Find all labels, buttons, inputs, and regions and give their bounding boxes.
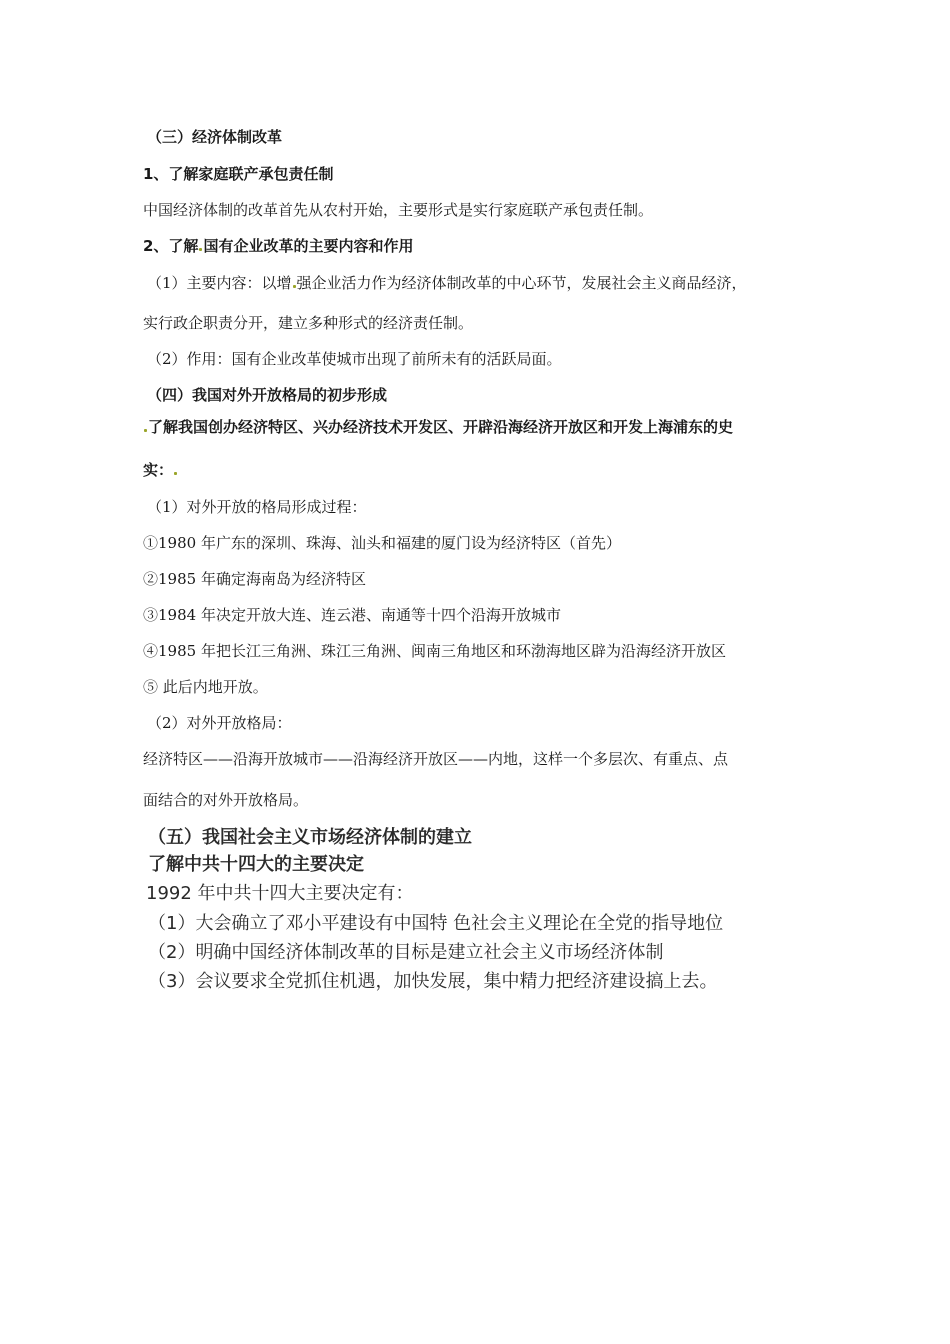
- s4-pattern-text-line2: 面结合的对外开放格局。: [143, 791, 309, 809]
- marker-dot: [199, 248, 202, 251]
- list-item: ③1984 年决定开放大连、连云港、南通等十四个沿海开放城市: [143, 606, 561, 624]
- marker-dot: [174, 472, 177, 475]
- s5-lead-text: 1992 年中共十四大主要决定有：: [146, 883, 414, 904]
- section3-heading: （三）经济体制改革: [147, 128, 283, 146]
- s3-item2-content-line1: [147, 273, 747, 293]
- list-item: ①1980 年广东的深圳、珠海、汕头和福建的厦门设为经济特区（首先）: [143, 534, 621, 552]
- s4-pattern-text-line1: 经济特区——沿海开放城市——沿海经济开放区——内地，这样一个多层次、有重点、点: [143, 750, 729, 768]
- s3-item2-effect: （2）作用：国有企业改革使城市出现了前所未有的活跃局面。: [147, 350, 562, 368]
- s5-intro-heading: 了解中共十四大的主要决定: [148, 854, 364, 875]
- s4-intro-line1: [143, 417, 733, 437]
- s4-intro-text: 了解我国创办经济特区、兴办经济技术开发区、开辟沿海经济开放区和开发上海浦东的史: [148, 418, 734, 436]
- list-item: （2）明确中国经济体制改革的目标是建立社会主义市场经济体制: [148, 942, 664, 963]
- section4-heading: （四）我国对外开放格局的初步形成: [147, 386, 388, 404]
- s3-item2-content-part1: （1）主要内容：以增: [147, 274, 292, 292]
- pasted-image-block: [132, 820, 792, 1000]
- list-item: （1）大会确立了邓小平建设有中国特 色社会主义理论在全党的指导地位: [148, 913, 724, 934]
- s3-item2-content-part2: 强企业活力作为经济体制改革的中心环节，发展社会主义商品经济，: [296, 274, 747, 292]
- s3-item2-content-line2: 实行政企职责分开，建立多种形式的经济责任制。: [143, 314, 474, 332]
- s4-intro-text-end: 实：: [143, 461, 174, 479]
- list-item: ④1985 年把长江三角洲、珠江三角洲、闽南三角地区和环渤海地区辟为沿海经济开放区: [143, 642, 726, 660]
- s4-process-heading: （1）对外开放的格局形成过程：: [147, 498, 367, 516]
- s4-intro-line2: [143, 460, 178, 480]
- list-item: ⑤ 此后内地开放。: [143, 678, 268, 696]
- marker-dot: [144, 429, 147, 432]
- s3-item2-heading-part2: 国有企业改革的主要内容和作用: [203, 237, 414, 255]
- section5-heading: （五）我国社会主义市场经济体制的建立: [148, 827, 472, 848]
- s3-item2-heading: [143, 236, 413, 256]
- list-item: ②1985 年确定海南岛为经济特区: [143, 570, 366, 588]
- s3-item2-heading-part1: 2、了解: [143, 237, 199, 255]
- list-item: （3）会议要求全党抓住机遇，加快发展，集中精力把经济建设搞上去。: [148, 971, 718, 992]
- s4-pattern-heading: （2）对外开放格局：: [147, 714, 292, 732]
- s3-item1-text: 中国经济体制的改革首先从农村开始，主要形式是实行家庭联产承包责任制。: [143, 201, 654, 219]
- s3-item1-heading: 1、了解家庭联产承包责任制: [143, 165, 334, 183]
- marker-dot: [293, 285, 296, 288]
